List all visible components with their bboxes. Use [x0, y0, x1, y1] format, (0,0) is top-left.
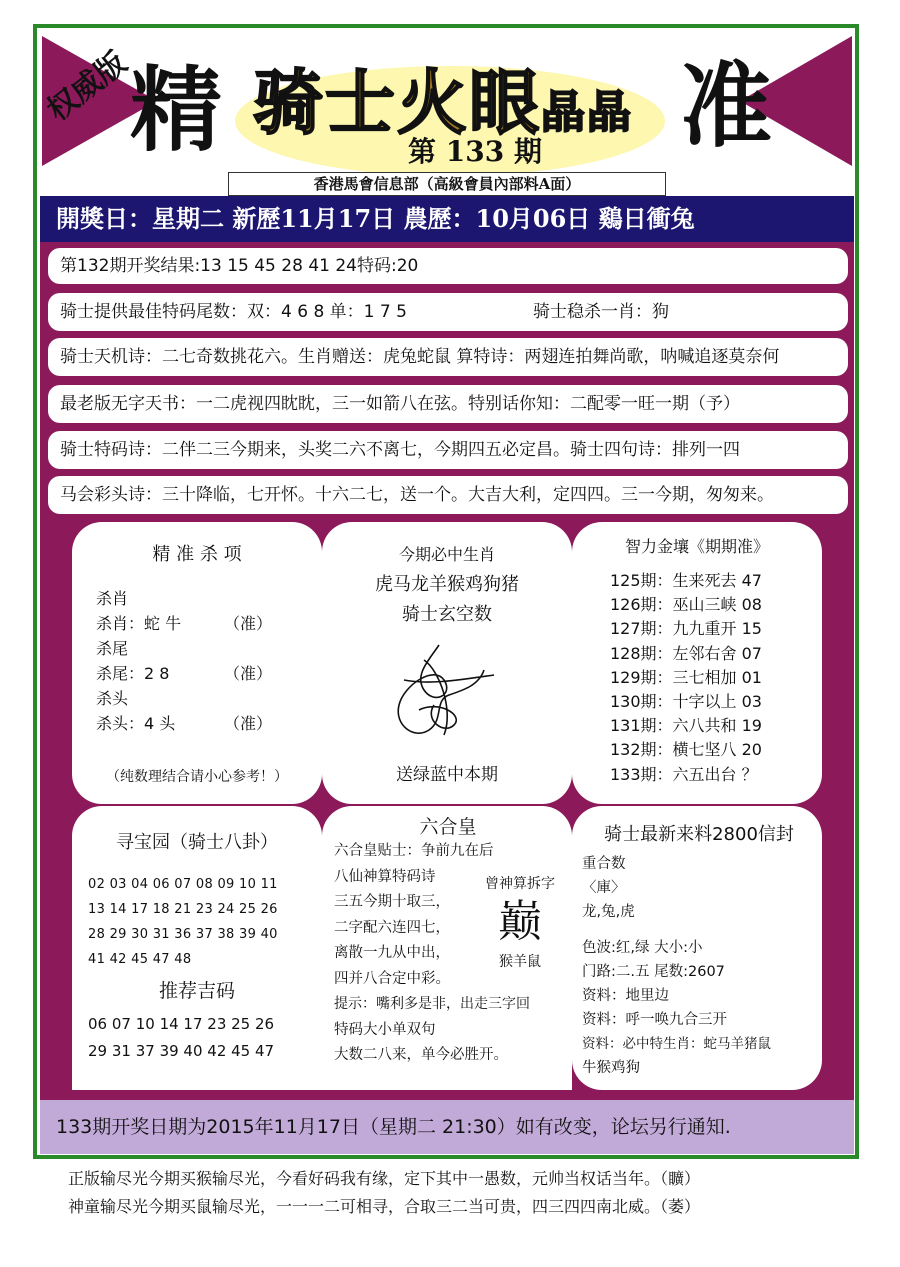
qs-line: 门路:二.五 尾数:2607: [582, 964, 725, 980]
zhili-title: 智力金壤《期期准》: [624, 537, 769, 556]
lhh-line: 八仙神算特码诗: [334, 868, 436, 885]
zhili-box: [572, 522, 822, 804]
list-item: 129期：三七相加 01: [610, 667, 762, 687]
date-band: 開獎日：星期二 新歷11月17日 農歷：10月06日 鷄日衝兔: [40, 196, 854, 242]
qs-box: [572, 806, 822, 1090]
kill-line: 杀尾: [96, 639, 129, 658]
number-row: 02 03 04 06 07 08 09 10 11: [88, 877, 278, 892]
lhh-tip: 提示：嘴利多是非，出走三字回: [334, 996, 530, 1012]
lhh-box: [322, 806, 572, 1090]
tail-row: [48, 293, 848, 331]
lhh-side: [470, 873, 570, 971]
recommend-numbers: [72, 1011, 322, 1065]
list-item: 133期：六五出台 ？: [610, 764, 758, 784]
must-box: [322, 522, 572, 804]
list-item: 127期：九九重开 15: [610, 619, 762, 639]
kill-note: （纯数理结合请小心参考！）: [106, 769, 288, 785]
poem-row-3: [48, 431, 848, 469]
qs-line: 牛猴鸡狗: [582, 1060, 640, 1076]
tail-text: 骑士提供最佳特码尾数：双：4 6 8 单：1 7 5: [60, 302, 407, 322]
must-title: 今期必中生肖: [398, 545, 495, 564]
kill-line: 杀尾：2 8 （准）: [96, 664, 273, 683]
qs-line: 资料：地里边: [582, 988, 669, 1004]
list-item: 132期：横七坚八 20: [610, 740, 762, 760]
list-item: 128期：左邻右舍 07: [610, 643, 762, 663]
list-item: 131期：六八共和 19: [610, 716, 762, 736]
issue-number: 第 133 期: [408, 135, 542, 168]
lhh-tip: 大数二八来，单今必胜开。: [334, 1047, 508, 1063]
corner-tag: 权威版: [40, 45, 134, 129]
side-sub: 猴羊鼠: [499, 954, 541, 970]
side-title: 曾神算拆字: [485, 876, 555, 892]
footer-band: 133期开奖日期为2015年11月17日（星期二 21:30）如有改变，论坛另行通知.: [40, 1100, 854, 1154]
qs-spacer: [582, 924, 816, 936]
number-row: 28 29 30 31 36 37 38 39 40: [88, 927, 278, 942]
kill-box-title: 精 准 杀 项: [152, 544, 242, 565]
poem-row-4: [48, 476, 848, 514]
poem-row-2: [48, 385, 848, 423]
footer-line-2: 神童输尽光今期买鼠输尽光，一一一二可相寻，合取三二当可贵，四三四四南北威。（萎）: [68, 1197, 701, 1216]
footer-line-1: 正版输尽光今期买猴输尽光，今看好码我有缘，定下其中一愚数，元帅当权话当年。（矌）: [68, 1169, 701, 1188]
sub-label: 香港馬會信息部（高級會員內部料A面）: [228, 172, 666, 196]
kill-line: 杀头: [96, 689, 129, 708]
lhh-line: 六合皇贴士：争前九在后: [334, 843, 494, 859]
kill-line: 杀肖：蛇 牛 （准）: [96, 614, 273, 633]
result-text: 第132期开奖结果:13 15 45 28 41 24特码:20: [60, 256, 419, 276]
title-main: 骑士火眼: [253, 61, 541, 144]
qs-line: 龙,兔,虎: [582, 904, 635, 920]
qs-line: 资料：呼一唤九合三开: [582, 1012, 727, 1028]
list-item: 130期：十字以上 03: [610, 692, 762, 712]
kill-line: 杀头：4 头 （准）: [96, 714, 273, 733]
qs-line: 〈庫〉: [582, 880, 626, 896]
kill-line: 杀肖: [96, 589, 129, 608]
result-row: [48, 248, 848, 284]
qs-title: 骑士最新来料2800信封: [604, 824, 794, 845]
qs-line: 重合数: [582, 856, 626, 872]
recommend-title: 推荐吉码: [158, 980, 235, 1002]
lhh-line: 四并八合定中彩。: [334, 970, 450, 987]
must-subtitle: 骑士玄空数: [402, 604, 492, 625]
left-big-char: 精: [130, 56, 223, 164]
must-zodiacs: 虎马龙羊猴鸡狗猪: [375, 574, 519, 595]
number-row: 13 14 17 18 21 23 24 25 26: [88, 902, 278, 917]
kill-list: [90, 586, 304, 736]
poem-text-2: 最老版无字天书：一二虎视四眈眈，三一如箭八在弦。特别话你知：二配零一旺一期（予）: [60, 394, 740, 414]
title-small: 晶晶: [541, 87, 633, 138]
send-text: 送绿蓝中本期: [396, 765, 498, 785]
zhili-list: [572, 569, 822, 787]
qs-line: 资料：必中特生肖：蛇马羊猪鼠: [582, 1036, 771, 1052]
kill-one-text: 骑士稳杀一肖：狗: [533, 302, 669, 322]
kill-box: [72, 522, 322, 804]
number-row: 41 42 45 47 48: [88, 952, 192, 967]
signature-icon: [384, 640, 504, 750]
lhh-line: 离散一九从中出，: [334, 945, 450, 961]
poem-row-1: [48, 338, 848, 376]
lhh-title: 六合皇: [419, 816, 477, 838]
treasure-box: [72, 806, 322, 1090]
lhh-content: [334, 839, 562, 1069]
list-item: 125期：生来死去 47: [610, 571, 762, 590]
treasure-title: 寻宝园（骑士八卦）: [116, 832, 278, 853]
qs-line: 色波:红,绿 大小:小: [582, 940, 703, 956]
poem-text-3: 骑士特码诗：二伴二三今期来，头奖二六不离七，今期四五必定昌。骑士四句诗：排列一四: [60, 440, 740, 460]
lhh-tip: 特码大小单双句: [334, 1021, 436, 1038]
number-row: 29 31 37 39 40 42 45 47: [88, 1042, 275, 1060]
number-row: 06 07 10 14 17 23 25 26: [88, 1015, 275, 1033]
side-char: 巅: [498, 896, 542, 947]
poem-text-4: 马会彩头诗：三十降临，七开怀。十六二七，送一个。大吉大利，定四四。三一今期，匆匆来。: [60, 485, 774, 505]
right-big-char: 准: [680, 52, 773, 160]
lhh-line: 二字配六连四七，: [334, 919, 450, 936]
lhh-line: 三五今期十取三，: [334, 894, 450, 910]
page-title: [253, 61, 633, 144]
list-item: 126期：巫山三峡 08: [610, 595, 762, 615]
poem-text-1: 骑士天机诗：二七奇数挑花六。生肖赠送：虎兔蛇鼠 算特诗：两翅连拍舞尚歌，呐喊追逐莫奈何: [60, 347, 780, 367]
treasure-numbers: [72, 872, 322, 972]
